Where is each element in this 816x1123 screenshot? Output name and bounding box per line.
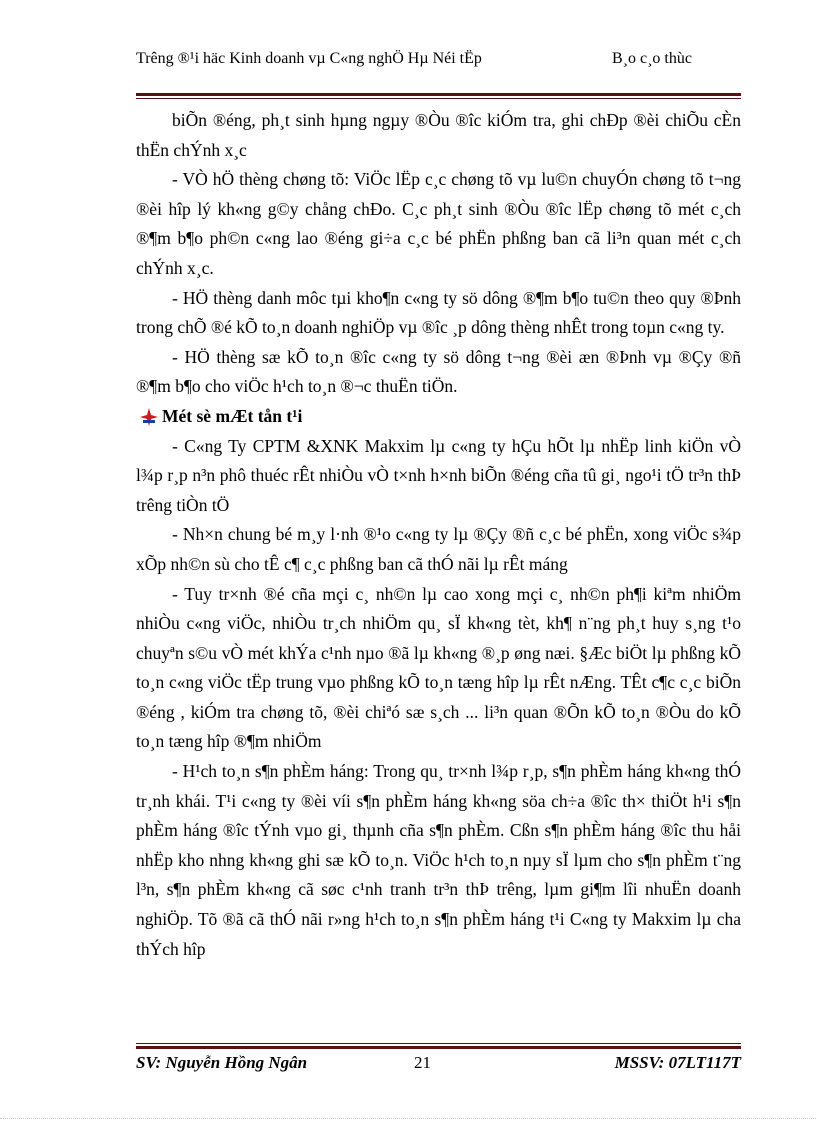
- footer-page-number: 21: [414, 1053, 431, 1072]
- page-edge-divider: [0, 1118, 816, 1119]
- footer-rule-thin: [136, 1043, 741, 1044]
- document-body: [136, 106, 741, 964]
- body-paragraph-3: - HÖ thèng danh môc tµi kho¶n c«ng ty sö dông ®¶m b¶o tu©n theo quy ®Þnh trong chÕ ®é kÕ to¸n doanh nghiÖp vµ ®îc ¸p dông thèng nhÊt trong toµn c«ng ty.: [136, 287, 741, 338]
- body-paragraph-6: - Nh×n chung bé m¸y l·nh ®¹o c«ng ty lµ ®Çy ®ñ c¸c bé phËn, xong viÖc s¾p xÕp nh©n sù cho tÊ c¶ c¸c phßng ban cã thÓ nãi lµ rÊt máng: [136, 524, 741, 574]
- footer-rule-thick: [136, 1046, 741, 1049]
- header-institution: Trêng ®¹i häc Kinh doanh vµ C«ng nghÖ Hµ Néi tËp: [136, 50, 482, 67]
- section-heading: [136, 402, 741, 432]
- header-rule-thin: [136, 98, 741, 99]
- body-paragraph-5: - C«ng Ty CPTM &XNK Makxim lµ c«ng ty hÇu hÕt lµ nhËp linh kiÖn vÒ l¾p r¸p n³n phô thuéc rÊt nhiÒu vÒ t×nh h×nh biÕn ®éng cña tû gi¸ ngo¹i tÖ tr³n thÞ trêng tiÒn tÖ: [136, 435, 741, 515]
- body-paragraph-7: - Tuy tr×nh ®é cña mçi c¸ nh©n lµ cao xong mçi c¸ nh©n ph¶i kiªm nhiÖm nhiÒu c«ng viÖc, nhiÒu tr¸ch nhiÖm qu¸ sÏ kh«ng tèt, kh¶ n¨ng ph¸t huy s¸ng t¹o chuyªn s©u vÒ mét khÝa c¹nh nµo ®ã lµ kh«ng ®¸p øng næi. §Æc biÖt lµ phßng kÕ to¸n c«ng viÖc tËp trung vµo phßng kÕ to¸n tæng hîp lµ rÊt nÆng. TÊt c¶c c¸c biÕn ®éng , kiÓm tra chøng tõ, ®èi chiªó sæ s¸ch ... li³n quan ®Õn kÕ to¸n ®Òu do kÕ to¸n tæng hîp ®¶m nhiÖm: [136, 583, 741, 752]
- footer-student-id: MSSV: 07LT117T: [614, 1053, 741, 1072]
- section-heading-text: Mét sè mÆt tån t¹i: [162, 405, 303, 426]
- cross-star-icon: [140, 408, 158, 426]
- page-footer: [136, 1053, 741, 1077]
- body-paragraph-1: biÕn ®éng, ph¸t sinh hµng ngµy ®Òu ®îc kiÓm tra, ghi chÐp ®èi chiÕu cÈn thËn chÝnh x¸c: [136, 110, 741, 160]
- header-report-title: B¸o c¸o thùc: [612, 50, 692, 67]
- body-paragraph-8: - H¹ch to¸n s¶n phÈm háng: Trong qu¸ tr×nh l¾p r¸p, s¶n phÈm háng kh«ng thÓ tr¸nh khái. T¹i c«ng ty ®èi víi s¶n phÈm háng kh«ng söa ch÷a ®îc th× thiÖt h¹i s¶n phÈm háng ®îc tÝnh vµo gi¸ thµnh cña s¶n phÈm. Cßn s¶n phÈm háng ®îc thu håi nhËp kho nhng kh«ng ghi sæ kÕ to¸n. ViÖc h¹ch to¸n nµy sÏ lµm cho s¶n phÈm t¨ng l³n, s¶n phÈm kh«ng cã søc c¹nh tranh tr³n thÞ trêng, lµm gi¶m lîi nhuËn doanh nghiÖp. Tõ ®ã cã thÓ nãi r»ng h¹ch to¸n s¶n phÈm háng t¹i C«ng ty Makxim lµ cha thÝch hîp: [136, 761, 741, 959]
- body-paragraph-4: - HÖ thèng sæ kÕ to¸n ®îc c«ng ty sö dông t¬ng ®èi æn ®Þnh vµ ®Çy ®ñ ®¶m b¶o cho viÖc h¹ch to¸n ®¬c thuËn tiÖn.: [136, 346, 741, 397]
- header-rule-thick: [136, 93, 741, 96]
- body-paragraph-2: - VÒ hÖ thèng chøng tõ: ViÖc lËp c¸c chøng tõ vµ lu©n chuyÓn chøng tõ t¬ng ®èi hîp lý kh«ng g©y chång chÐo. C¸c ph¸t sinh ®Òu ®îc lËp chøng tõ mét c¸ch ®¶m b¶o ph©n c«ng lao ®éng gi÷a c¸c bé phËn phßng ban cã li³n quan mét c¸ch chÝnh x¸c.: [136, 169, 741, 278]
- footer-student-name: SV: Nguyễn Hồng Ngân: [136, 1053, 308, 1072]
